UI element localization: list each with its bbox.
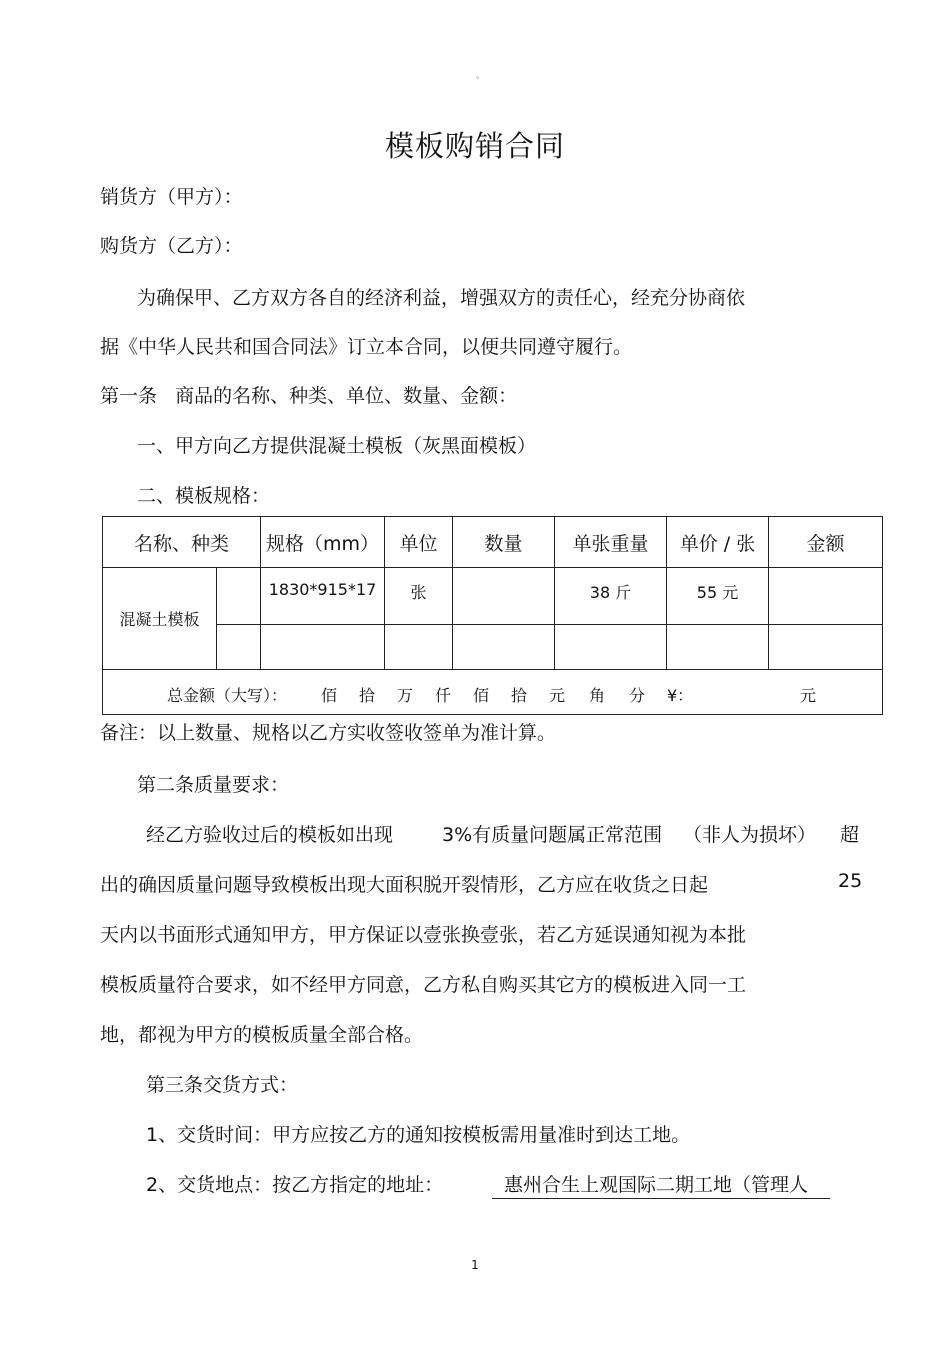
total-unit-word: 仟 [435,686,452,705]
header-unit-weight: 单张重量 [555,517,667,568]
total-unit-word: 分 [629,686,646,705]
article2-line-2b: 25 [838,870,863,892]
top-mark: 。 [476,71,486,81]
total-yuan-symbol: ¥： [667,686,694,705]
total-amount-label: 总金额（大写）： [167,686,288,705]
total-amount-end: 元 [800,686,817,705]
header-spec: 规格（mm） [261,517,385,568]
total-unit-word: 万 [397,686,414,705]
note-line: 备注：以上数量、规格以乙方实收签收签单为准计算。 [100,722,557,744]
article2-line-3: 天内以书面形式通知甲方，甲方保证以壹张换壹张，若乙方延误通知视为本批 [100,924,747,946]
cell-quantity [453,625,555,670]
cell-price: 55 元 [667,568,769,625]
table-total-row [103,670,883,715]
cell-type [217,625,261,670]
article1-heading: 第一条 商品的名称、种类、单位、数量、金额： [100,385,518,407]
cell-amount [769,568,883,625]
article3-item2-label: 2、交货地点：按乙方指定的地址： [146,1174,444,1196]
buyer-line: 购货方（乙方）： [100,235,243,257]
header-unit: 单位 [385,517,453,568]
total-unit-word: 元 [549,686,566,705]
cell-weight [555,625,667,670]
delivery-address-field: 惠州合生上观国际二期工地（管理人 [492,1170,830,1199]
table-header-row [103,517,883,568]
article2-line-1d: 超 [840,824,860,846]
header-unit-price: 单价 / 张 [667,517,769,568]
article2-heading: 第二条质量要求： [137,774,290,796]
article3-heading: 第三条交货方式： [146,1074,299,1096]
page-number: 1 [471,1258,479,1272]
article2-line-4: 模板质量符合要求，如不经甲方同意，乙方私自购买其它方的模板进入同一工 [100,974,747,996]
cell-unit [385,625,453,670]
table-row [103,568,883,625]
article1-item1: 一、甲方向乙方提供混凝土模板（灰黑面模板） [137,435,537,457]
article3-item1: 1、交货时间：甲方应按乙方的通知按模板需用量准时到达工地。 [146,1124,691,1146]
spec-table [102,516,883,715]
document-title: 模板购销合同 [384,129,565,163]
header-name-type: 名称、种类 [103,517,261,568]
total-unit-word: 角 [589,686,606,705]
article2-line-2a: 出的确因质量问题导致模板出现大面积脱开裂情形，乙方应在收货之日起 [100,874,709,896]
header-quantity: 数量 [453,517,555,568]
cell-spec: 1830*915*17 [261,568,385,625]
article2-line-5: 地，都视为甲方的模板质量全部合格。 [100,1024,424,1046]
article2-line-1c: （非人为损坏） [683,824,817,846]
table-row [103,625,883,670]
total-unit-word: 拾 [359,686,376,705]
cell-amount [769,625,883,670]
total-unit-word: 佰 [321,686,338,705]
cell-weight: 38 斤 [555,568,667,625]
total-unit-word: 拾 [511,686,528,705]
intro-line-1: 为确保甲、乙方双方各自的经济利益，增强双方的责任心，经充分协商依 [137,287,746,309]
cell-spec [261,625,385,670]
cell-product-name: 混凝土模板 [103,568,217,670]
article1-item2: 二、模板规格： [137,485,271,507]
intro-line-2: 据《中华人民共和国合同法》订立本合同，以便共同遵守履行。 [100,336,633,358]
cell-quantity [453,568,555,625]
article2-line-1b: 3%有质量问题属正常范围 [442,824,663,846]
total-unit-word: 佰 [473,686,490,705]
cell-price [667,625,769,670]
article2-line-1a: 经乙方验收过后的模板如出现 [146,824,394,846]
header-amount: 金额 [769,517,883,568]
total-amount-cell [103,670,883,715]
seller-line: 销货方（甲方）： [100,186,243,208]
cell-type [217,568,261,625]
cell-unit: 张 [385,568,453,625]
